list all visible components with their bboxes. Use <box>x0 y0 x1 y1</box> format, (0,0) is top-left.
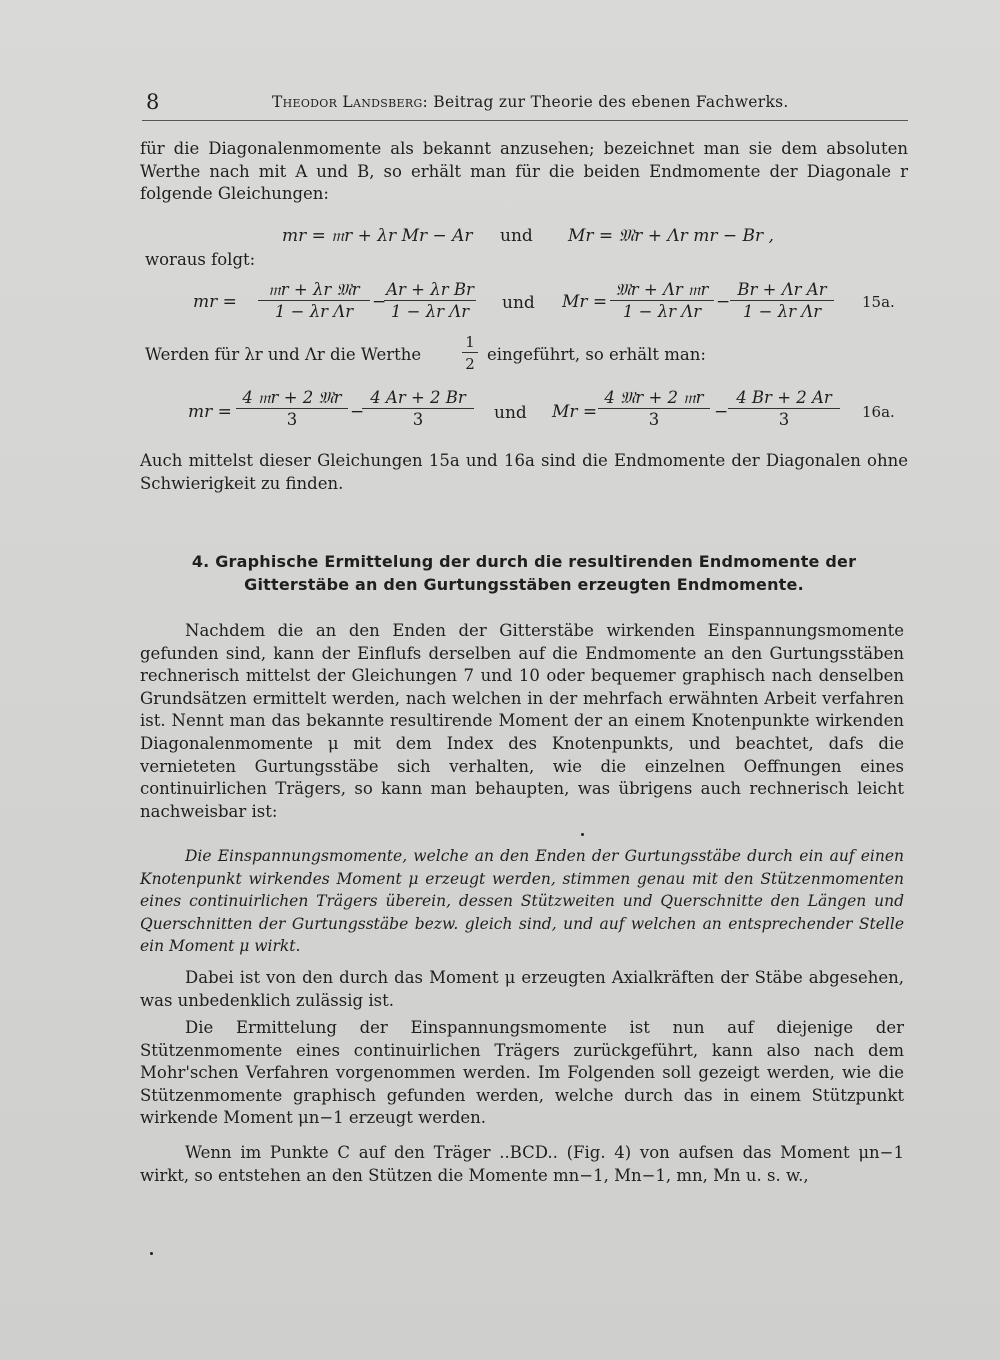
eq16-f4-numerator: 4 Br + 2 Ar <box>728 388 840 409</box>
eq16-f2-numerator: 4 Ar + 2 Br <box>362 388 474 409</box>
intro-paragraph: für die Diagonalenmomente als bekannt anzusehen; bezeichnet man sie dem absoluten Werthe nach mit A und B, so erhält man für die beiden Endmomente der Diagonale r folgende Gleichungen: <box>140 139 908 204</box>
eq16-minus-1: − <box>350 402 365 422</box>
eq16-rhs: Mr = <box>552 402 598 422</box>
equation-1-left: mr = 𝔪r + λr Mr − Ar <box>282 226 473 246</box>
eq16-fraction-4 <box>728 388 840 431</box>
eq15-f4-numerator: Br + Λr Ar <box>730 280 834 301</box>
section-heading-line-2: Gitterstäbe an den Gurtungsstäben erzeugten Endmomente. <box>244 575 804 594</box>
eq15-f1-denominator: 1 − λr Λr <box>274 302 354 321</box>
eq16-label: 16a. <box>862 403 895 421</box>
eq16-f4-denominator: 3 <box>778 410 790 429</box>
running-header <box>272 93 789 111</box>
eq15-fraction-2 <box>384 280 476 323</box>
eq15-f3-denominator: 1 − λr Λr <box>622 302 702 321</box>
body-paragraph-4: Wenn im Punkte C auf den Träger ..BCD.. (Fig. 4) von aufsen das Moment μn−1 wirkt, so entstehen an den Stützen die Momente mn−1, Mn−1, mn, Mn u. s. w., <box>140 1143 904 1185</box>
eq16-minus-2: − <box>714 402 729 422</box>
eq15-minus-2: − <box>716 292 731 312</box>
eq16-fraction-2 <box>362 388 474 431</box>
eq15-f2-numerator: Ar + λr Br <box>384 280 476 301</box>
eq15-f2-denominator: 1 − λr Λr <box>390 302 470 321</box>
werden-prefix: Werden für λr und Λr die Werthe <box>145 345 422 364</box>
eq15-fraction-3 <box>610 280 714 323</box>
eq15-minus-1: − <box>372 292 387 312</box>
equation-1-und: und <box>500 226 533 246</box>
section-heading-line-1: 4. Graphische Ermittelung der durch die resultirenden Endmomente der <box>191 552 857 571</box>
eq16-lhs: mr = <box>188 402 232 422</box>
half-numerator: 1 <box>462 332 478 353</box>
eq16-f1-numerator: 4 𝔪r + 2 𝔐r <box>236 388 348 409</box>
header-author: Theodor Landsberg <box>272 93 423 111</box>
eq16-f3-numerator: 4 𝔐r + 2 𝔪r <box>598 388 710 409</box>
eq16-fraction-1 <box>236 388 348 431</box>
eq16-f2-denominator: 3 <box>412 410 424 429</box>
eq15-label: 15a. <box>862 293 895 311</box>
page-number: 8 <box>146 90 160 114</box>
print-speck <box>150 1252 153 1255</box>
body-paragraph-3: Die Ermittelung der Einspannungsmomente ist nun auf diejenige der Stützenmomente eines continuirlichen Trägers zurückgeführt, kann also nach dem Mohr'schen Verfahren vorgenommen werden. Im Folgenden soll gezeigt werden, wie die Stützenmomente graphisch gefunden werden, welche durch das in einem Stützpunkt wirkende Moment μn−1 erzeugt werden. <box>140 1018 904 1128</box>
half-fraction <box>462 332 478 375</box>
woraus-text: woraus folgt: <box>145 250 256 269</box>
eq15-rhs: Mr = <box>562 292 608 312</box>
header-rule <box>142 120 908 121</box>
eq15-f1-numerator: 𝔪r + λr 𝔐r <box>258 280 370 301</box>
eq15-fraction-1 <box>258 280 370 323</box>
half-denominator: 2 <box>465 355 475 373</box>
auch-paragraph: Auch mittelst dieser Gleichungen 15a und 16a sind die Endmomente der Diagonalen ohne Schwierigkeit zu finden. <box>140 451 908 493</box>
italic-theorem: Die Einspannungsmomente, welche an den Enden der Gurtungsstäbe durch ein auf einen Knotenpunkt wirkendes Moment μ erzeugt werden, stimmen genau mit den Stützenmomenten eines continuirlichen Trägers überein, dessen Stützweiten und Querschnitte den Längen und Querschnitten der Gurtungsstäbe bezw. gleich sind, und auf welchen an entsprechender Stelle ein Moment μ wirkt. <box>140 847 904 956</box>
eq15-und: und <box>502 293 535 313</box>
werden-suffix: eingeführt, so erhält man: <box>487 345 706 364</box>
body-paragraph-2: Dabei ist von den durch das Moment μ erzeugten Axialkräften der Stäbe abgesehen, was unbedenklich zulässig ist. <box>140 968 904 1010</box>
eq16-f1-denominator: 3 <box>286 410 298 429</box>
eq15-fraction-4 <box>730 280 834 323</box>
header-title: : Beitrag zur Theorie des ebenen Fachwerks. <box>422 93 789 111</box>
body-paragraph-1: Nachdem die an den Enden der Gitterstäbe wirkenden Einspannungsmomente gefunden sind, kann der Einflufs derselben auf die Endmomente an den Gurtungsstäben rechnerisch mittelst der Gleichungen 7 und 10 oder bequemer graphisch nach denselben Grundsätzen ermittelt werden, nach welchen in der mehrfach erwähnten Arbeit verfahren ist. Nennt man das bekannte resultirende Moment der an einem Knotenpunkte wirkenden Diagonalenmomente μ mit dem Index des Knotenpunkts, und beachtet, dafs die vernieteten Gurtungsstäbe sich verhalten, wie die einzelnen Oeffnungen eines continuirlichen Trägers, so kann man behaupten, was übrigens auch rechnerisch leicht nachweisbar ist: <box>140 621 904 821</box>
eq16-und: und <box>494 403 527 423</box>
eq16-f3-denominator: 3 <box>648 410 660 429</box>
equation-1-right: Mr = 𝔐r + Λr mr − Br , <box>568 226 774 246</box>
eq15-f3-numerator: 𝔐r + Λr 𝔪r <box>610 280 714 301</box>
eq15-lhs: mr = <box>193 292 237 312</box>
print-speck <box>581 833 584 836</box>
eq15-f4-denominator: 1 − λr Λr <box>742 302 822 321</box>
eq16-fraction-3 <box>598 388 710 431</box>
